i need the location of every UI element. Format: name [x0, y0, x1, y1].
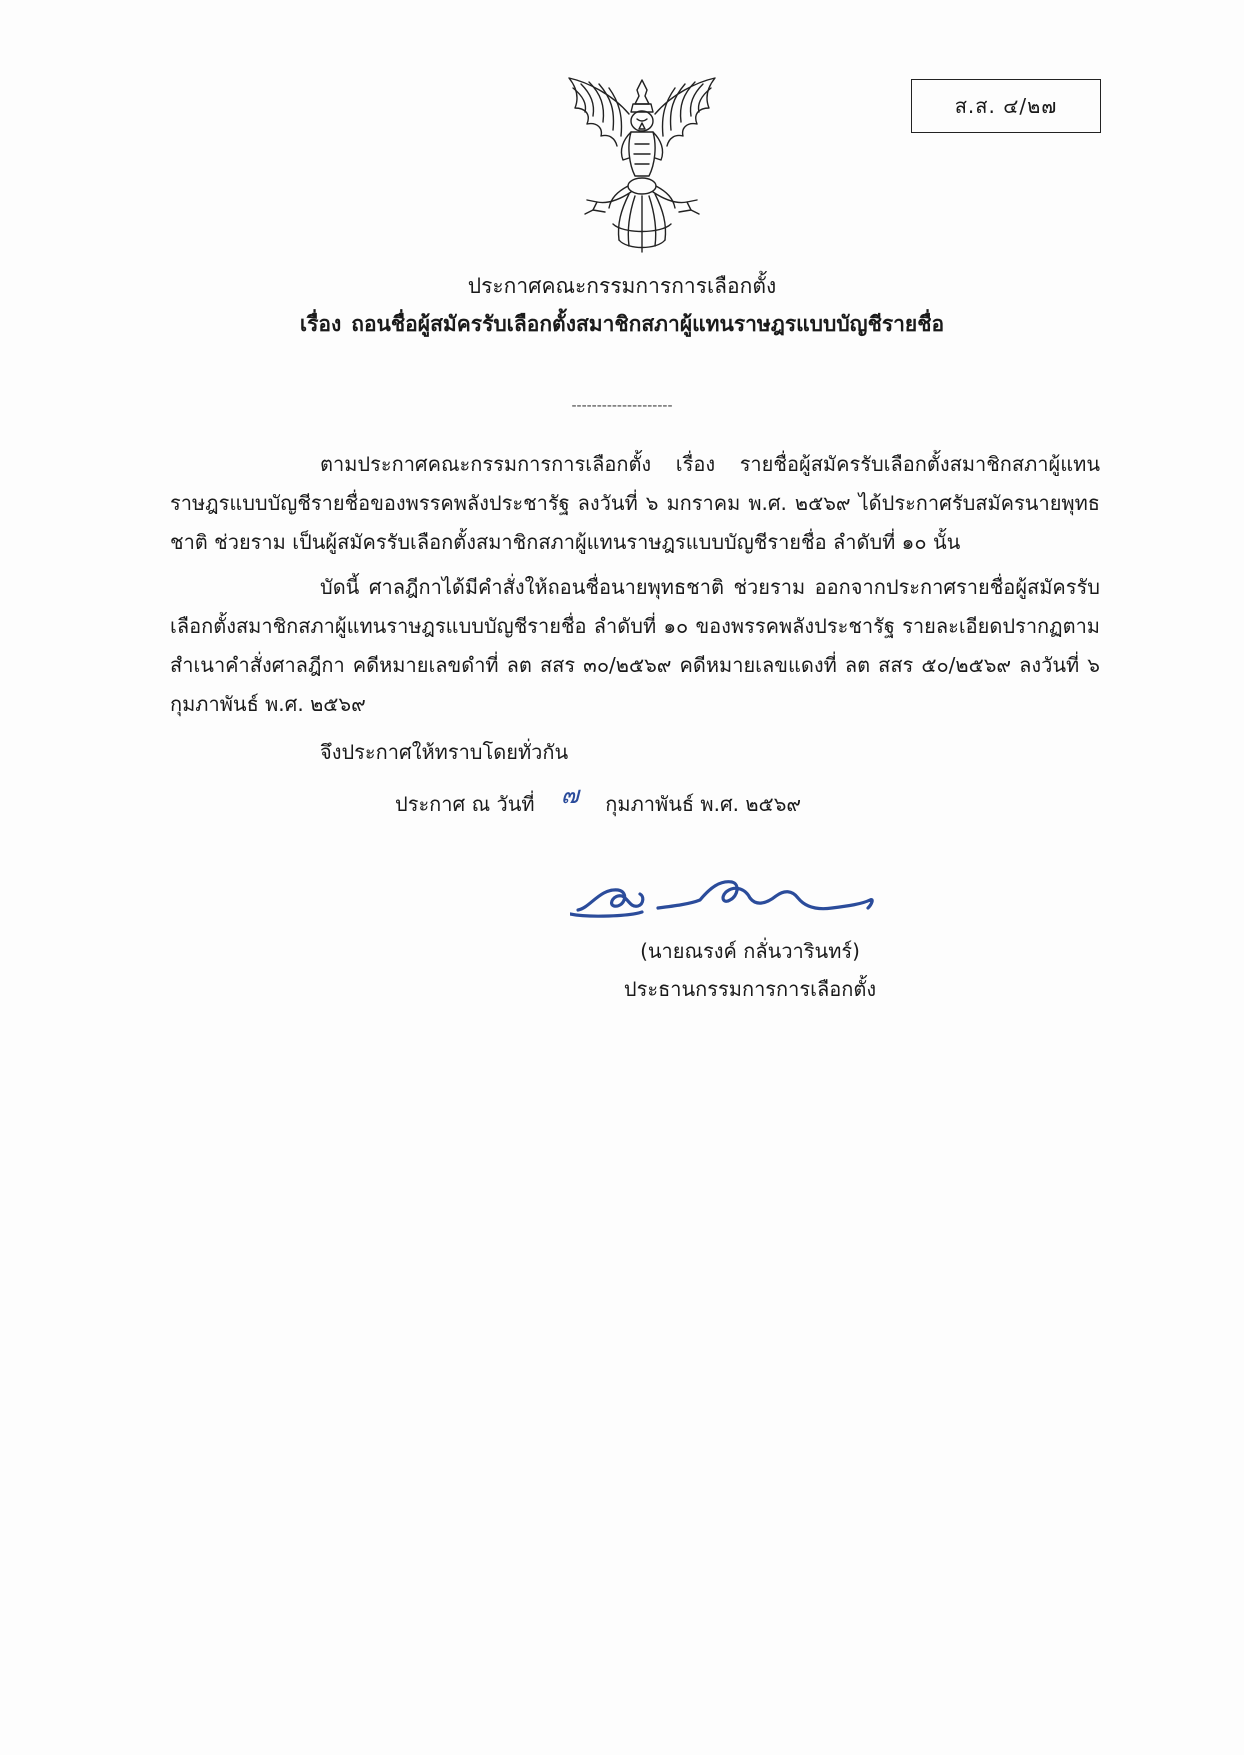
dated-suffix: กุมภาพันธ์ พ.ศ. ๒๕๖๙ — [605, 792, 802, 816]
body-text — [170, 445, 1100, 730]
signer-name: (นายณรงค์ กลั่นวารินทร์) — [640, 939, 860, 963]
dated-day-handwritten: ๗ — [560, 781, 579, 809]
closing-announcement: จึงประกาศให้ทราบโดยทั่วกัน — [320, 740, 569, 764]
signature-image — [570, 860, 930, 930]
form-code-text: ส.ส. ๔/๒๗ — [954, 94, 1058, 118]
divider-line: -------------------- — [571, 398, 673, 414]
paragraph-1: ตามประกาศคณะกรรมการการเลือกตั้ง เรื่อง รายชื่อผู้สมัครรับเลือกตั้งสมาชิกสภาผู้แทนราษฎรแบบบัญชีรายชื่อของพรรคพลังประชารัฐ ลงวันที่ ๖ มกราคม พ.ศ. ๒๕๖๙ ได้ประกาศรับสมัครนายพุทธชาติ ช่วยราม เป็นผู้สมัครรับเลือกตั้งสมาชิกสภาผู้แทนราษฎรแบบบัญชีรายชื่อ ลำดับที่ ๑๐ นั้น — [170, 452, 1100, 554]
announcement-heading: ประกาศคณะกรรมการการเลือกตั้ง — [467, 274, 777, 298]
title-block — [0, 268, 1244, 344]
paragraph-2: บัดนี้ ศาลฎีกาได้มีคำสั่งให้ถอนชื่อนายพุทธชาติ ช่วยราม ออกจากประกาศรายชื่อผู้สมัครรับเลือกตั้งสมาชิกสภาผู้แทนราษฎรแบบบัญชีรายชื่อ ลำดับที่ ๑๐ ของพรรคพลังประชารัฐ รายละเอียดปรากฏตามสำเนาคำสั่งศาลฎีกา คดีหมายเลขดำที่ ลต สสร ๓๐/๒๕๖๙ คดีหมายเลขแดงที่ ลต สสร ๕๐/๒๕๖๙ ลงวันที่ ๖ กุมภาพันธ์ พ.ศ. ๒๕๖๙ — [170, 575, 1100, 716]
subject-label: เรื่อง — [299, 312, 342, 336]
dated-prefix: ประกาศ ณ วันที่ — [395, 792, 535, 816]
subject-line — [0, 304, 1244, 344]
subject-text: ถอนชื่อผู้สมัครรับเลือกตั้งสมาชิกสภาผู้แทนราษฎรแบบบัญชีรายชื่อ — [351, 312, 945, 336]
signer-position: ประธานกรรมการการเลือกตั้ง — [623, 977, 877, 1001]
form-code-box — [911, 79, 1101, 133]
garuda-emblem-icon — [557, 74, 727, 256]
dated-line — [395, 783, 801, 824]
